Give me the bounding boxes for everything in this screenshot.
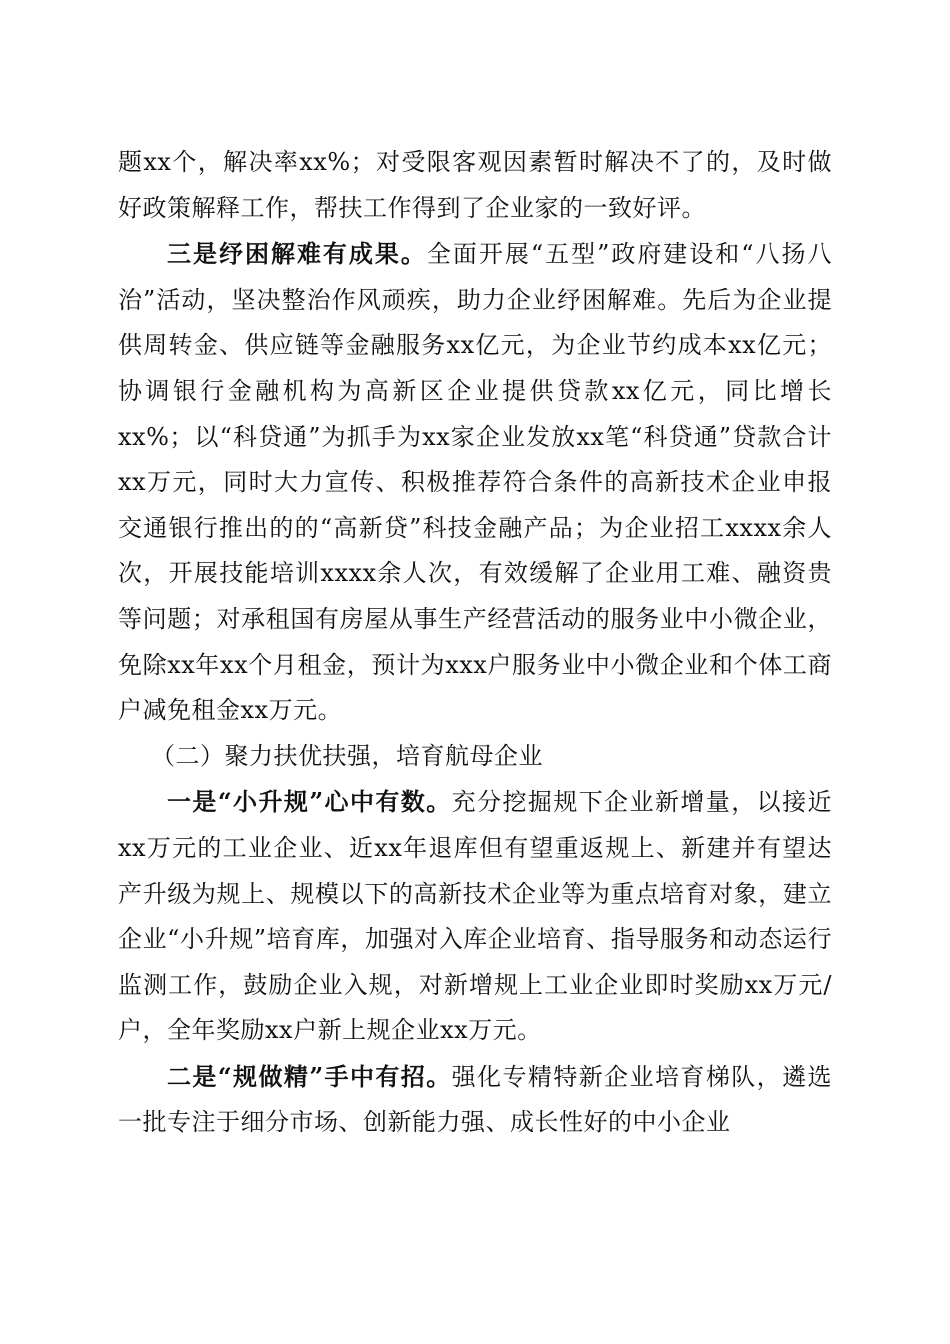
paragraph-2 — [118, 231, 832, 734]
paragraph-1 — [118, 140, 832, 231]
paragraph-2-lead: 三是纾困解难有成果。 — [167, 239, 427, 269]
paragraph-3 — [118, 779, 832, 1054]
paragraph-3-text: 充分挖掘规下企业新增量，以接近xx万元的工业企业、近xx年退库但有望重返规上、新建并有望达产升级为规上、规模以下的高新技术企业等为重点培育对象，建立企业“小升规”培育库，加强对入库企业培育、指导服务和动态运行监测工作，鼓励企业入规，对新增规上工业企业即时奖励xx万元/户，全年奖励xx户新上规企业xx万元。 — [118, 788, 833, 1045]
paragraph-1-text: 题xx个，解决率xx%；对受限客观因素暂时解决不了的，及时做好政策解释工作，帮扶工作得到了企业家的一致好评。 — [118, 148, 832, 222]
paragraph-4-text: 强化专精特新企业培育梯队，遴选一批专注于细分市场、创新能力强、成长性好的中小企业 — [118, 1062, 833, 1137]
paragraph-4-lead: 二是“规做精”手中有招。 — [167, 1061, 452, 1091]
paragraph-4 — [118, 1054, 832, 1146]
paragraph-2-text: 全面开展“五型”政府建设和“八扬八治”活动，坚决整治作风顽疾，助力企业纾困解难。先后为企业提供周转金、供应链等金融服务xx亿元，为企业节约成本xx亿元；协调银行金融机构为高新区企业提供贷款xx亿元，同比增长xx%；以“科贷通”为抓手为xx家企业发放xx笔“科贷通”贷款合计xx万元，同时大力宣传、积极推荐符合条件的高新技术企业申报交通银行推出的的“高新贷”科技金融产品；为企业招工xxxx余人次，开展技能培训xxxx余人次，有效缓解了企业用工难、融资贵等问题；对承租国有房屋从事生产经营活动的服务业中小微企业，免除xx年xx个月租金，预计为xxx户服务业中小微企业和个体工商户减免租金xx万元。 — [118, 240, 833, 725]
section-heading — [118, 734, 832, 780]
section-heading-text: （二）聚力扶优扶强，培育航母企业 — [151, 741, 543, 770]
paragraph-3-lead: 一是“小升规”心中有数。 — [167, 787, 452, 817]
document-body — [118, 140, 832, 1146]
